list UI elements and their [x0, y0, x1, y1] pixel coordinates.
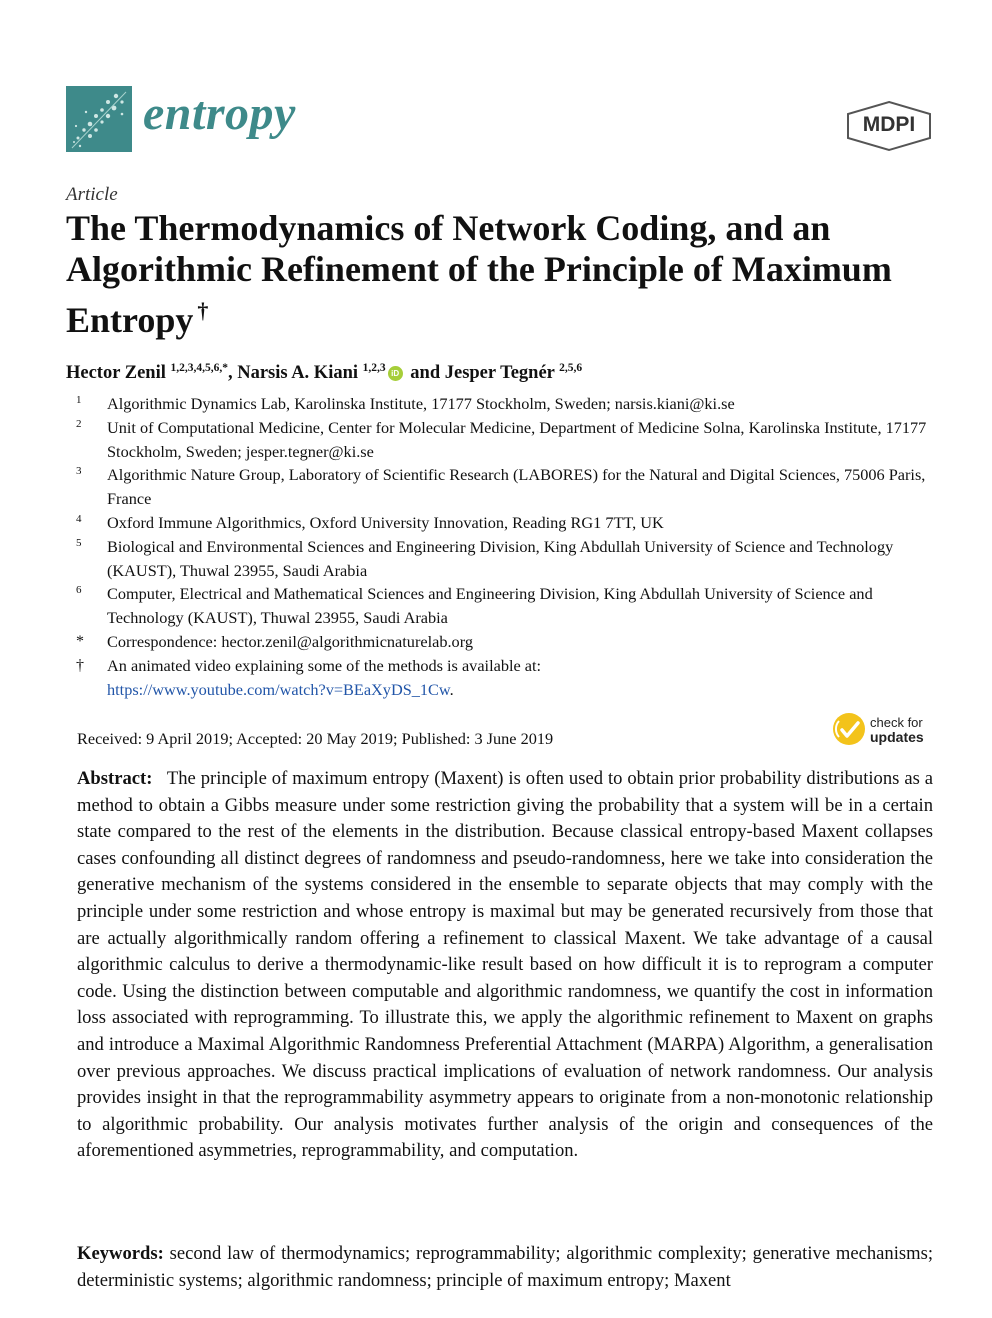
check-updates-line2: updates: [870, 729, 924, 745]
affiliation-number: 3: [76, 465, 82, 478]
affiliation-item: [66, 416, 946, 464]
publisher-name: MDPI: [862, 113, 916, 136]
abstract: [77, 766, 933, 1165]
keywords: [77, 1241, 933, 1294]
orcid-icon[interactable]: iD: [388, 366, 403, 381]
author-separator: and: [405, 363, 445, 384]
affiliation-item: [66, 582, 946, 630]
affiliation-number: 4: [76, 512, 82, 525]
affiliation-item: [66, 463, 946, 511]
affiliation-number: 1: [76, 394, 82, 406]
title-footnote-mark: †: [197, 298, 209, 323]
author-affiliation-refs: 2,5,6: [559, 362, 583, 374]
affiliation-text: Computer, Electrical and Mathematical Sciences and Engineering Division, King Abdullah University of Science and Technology (KAUST), Thuwal 23955, Saudi Arabia: [107, 584, 873, 628]
author-affiliation-refs: 1,2,3: [362, 362, 386, 374]
correspondence-mark: *: [76, 632, 84, 650]
author-affiliation-refs: 1,2,3,4,5,6,*: [170, 362, 228, 374]
affiliation-item: [66, 535, 946, 583]
author-list: [66, 362, 582, 384]
affiliation-item: [66, 511, 946, 535]
journal-name: entropy: [143, 87, 296, 140]
abstract-label: Abstract:: [77, 768, 153, 789]
check-for-updates[interactable]: [870, 715, 924, 745]
keywords-label: Keywords:: [77, 1243, 164, 1264]
affiliation-text: Biological and Environmental Sciences and Engineering Division, King Abdullah University of Science and Technology (KAUST), Thuwal 23955, Saudi Arabia: [107, 536, 894, 580]
author-separator: ,: [227, 363, 238, 384]
affiliation-number: 5: [76, 536, 82, 549]
video-note-mark: †: [76, 656, 84, 674]
video-note-end: .: [449, 679, 454, 699]
affiliation-item: [66, 392, 946, 416]
affiliation-number: 6: [76, 584, 82, 597]
affiliation-list: [66, 392, 946, 701]
author-name: Narsis A. Kiani: [237, 363, 359, 384]
video-note: [107, 654, 946, 702]
correspondence-item: [66, 630, 946, 654]
video-note-text: An animated video explaining some of the methods is available at:: [107, 655, 542, 675]
affiliation-text: Oxford Immune Algorithmics, Oxford University Innovation, Reading RG1 7TT, UK: [107, 512, 664, 532]
video-link[interactable]: https://www.youtube.com/watch?v=BEaXyDS_1Cw: [107, 679, 450, 699]
article-title: [66, 208, 926, 341]
author-name: Hector Zenil: [66, 363, 166, 384]
abstract-text: The principle of maximum entropy (Maxent) is often used to obtain prior probability distributions as a method to obtain a Gibbs measure under some restriction giving the probability that a system will be in a certain state compared to the rest of the elements in the distribution. Because classical entropy-based Maxent collapses cases confounding all distinct degrees of randomness and pseudo-randomness, here we take into consideration the generative mechanism of the systems considered in the ensemble to separate objects that may comply with the principle under some restriction and whose entropy is maximal but may be generated recursively from those that are actually algorithmically random offering a refinement to classical Maxent. We take advantage of a causal algorithmic calculus to derive a thermodynamic-like result based on how difficult it is to reprogram a computer code. Using the distinction between computable and algorithmic randomness, we quantify the cost in information loss associated with reprogramming. To illustrate this, we apply the algorithmic refinement to Maxent on graphs and introduce a Maximal Algorithmic Randomness Preferential Attachment (MARPA) Algorithm, a generalisation over previous approaches. We discuss practical implications of evaluation of network randomness. Our analysis provides insight in that the reprogrammability asymmetry appears to originate from a non-monotonic relationship to algorithmic probability. Our analysis motivates further analysis of the origin and consequences of the aforementioned asymmetries, reprogrammability, and computation.: [77, 768, 934, 1162]
publication-dates: Received: 9 April 2019; Accepted: 20 May 2019; Published: 3 June 2019: [77, 729, 554, 748]
keywords-text: second law of thermodynamics; reprogrammability; algorithmic complexity; generative mechanisms; deterministic systems; algorithmic randomness; principle of maximum entropy; Maxent: [77, 1243, 933, 1291]
affiliation-text: Algorithmic Dynamics Lab, Karolinska Institute, 17177 Stockholm, Sweden; narsis.kiani@ki.se: [107, 394, 735, 413]
check-for-updates-icon[interactable]: [832, 712, 866, 746]
article-type: Article: [66, 184, 118, 205]
author-name: Jesper Tegnér: [444, 363, 555, 384]
entropy-logo-icon: [66, 86, 132, 152]
video-note-item: [66, 654, 946, 702]
correspondence-text: Correspondence: hector.zenil@algorithmicnaturelab.org: [107, 631, 473, 651]
affiliation-number: 2: [76, 417, 82, 430]
affiliation-text: Algorithmic Nature Group, Laboratory of Scientific Research (LABORES) for the Natural and Digital Sciences, 75006 Paris, France: [107, 465, 926, 509]
affiliation-text: Unit of Computational Medicine, Center for Molecular Medicine, Department of Medicine Solna, Karolinska Institute, 17177 Stockholm, Sweden; jesper.tegner@ki.se: [107, 417, 927, 461]
check-updates-line1: check for: [870, 715, 923, 730]
article-title-text: The Thermodynamics of Network Coding, and an Algorithmic Refinement of the Principle of Maximum Entropy: [66, 208, 892, 340]
